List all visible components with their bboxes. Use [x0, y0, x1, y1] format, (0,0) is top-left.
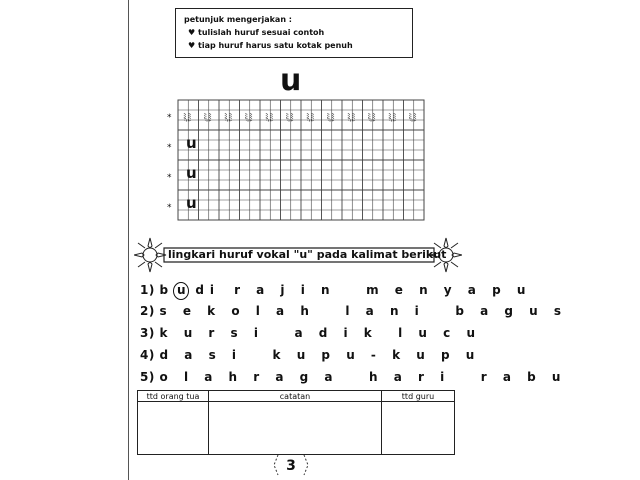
- trace-letter: u: [326, 110, 335, 125]
- trace-letter: u: [408, 110, 417, 125]
- task-line-5: 5) o l a h r a g a h a r i r a b u: [140, 370, 567, 384]
- task-line-4: 4) d a s i k u p u - k u p u: [140, 348, 481, 362]
- task-line-1: 1) b u di r a j i n m e n y a p u: [140, 282, 531, 300]
- grid-start-letter: u: [186, 164, 197, 182]
- instruction-item: ♥ tulislah huruf sesuai contoh: [188, 28, 325, 37]
- example-letter: u: [280, 63, 302, 98]
- task-line-3: 3) k u r s i a d i k l u c u: [140, 326, 481, 340]
- trace-letter: u: [203, 110, 212, 125]
- sun-icon-left: [134, 238, 166, 272]
- heart-icon: ♥: [188, 28, 196, 37]
- instruction-item: ♥ tiap huruf harus satu kotak penuh: [188, 41, 353, 50]
- trace-letter: u: [388, 110, 397, 125]
- writing-grid: [166, 98, 436, 222]
- parent-signature-cell[interactable]: [138, 402, 209, 455]
- page-number: 3: [286, 458, 296, 474]
- header-teacher-signature: ttd guru: [382, 391, 455, 402]
- trace-letter: u: [183, 110, 192, 125]
- task-line-2: 2) s e k o l a h l a n i b a g u s: [140, 304, 567, 318]
- grid-start-letter: u: [186, 134, 197, 152]
- grid-row-star: *: [167, 203, 172, 213]
- trace-letter: u: [224, 110, 233, 125]
- circled-vowel: u: [173, 282, 189, 300]
- teacher-signature-cell[interactable]: [382, 402, 455, 455]
- heart-icon: ♥: [188, 41, 196, 50]
- header-notes: catatan: [209, 391, 382, 402]
- notes-cell[interactable]: [209, 402, 382, 455]
- grid-start-letter: u: [186, 194, 197, 212]
- grid-row-star: *: [167, 143, 172, 153]
- trace-letter: u: [285, 110, 294, 125]
- trace-letter: u: [244, 110, 253, 125]
- grid-row-star: *: [167, 113, 172, 123]
- grid-row-star: *: [167, 173, 172, 183]
- page-margin-line: [128, 0, 129, 480]
- trace-letter: u: [347, 110, 356, 125]
- trace-letter: u: [367, 110, 376, 125]
- instructions-box: [175, 8, 413, 58]
- trace-letter: u: [306, 110, 315, 125]
- instructions-title: petunjuk mengerjakan :: [184, 15, 293, 24]
- banner-text: lingkari huruf vokal "u" pada kalimat berikut: [168, 248, 447, 261]
- header-parent-signature: ttd orang tua: [138, 391, 209, 402]
- signature-table: [137, 390, 455, 455]
- trace-letter: u: [265, 110, 274, 125]
